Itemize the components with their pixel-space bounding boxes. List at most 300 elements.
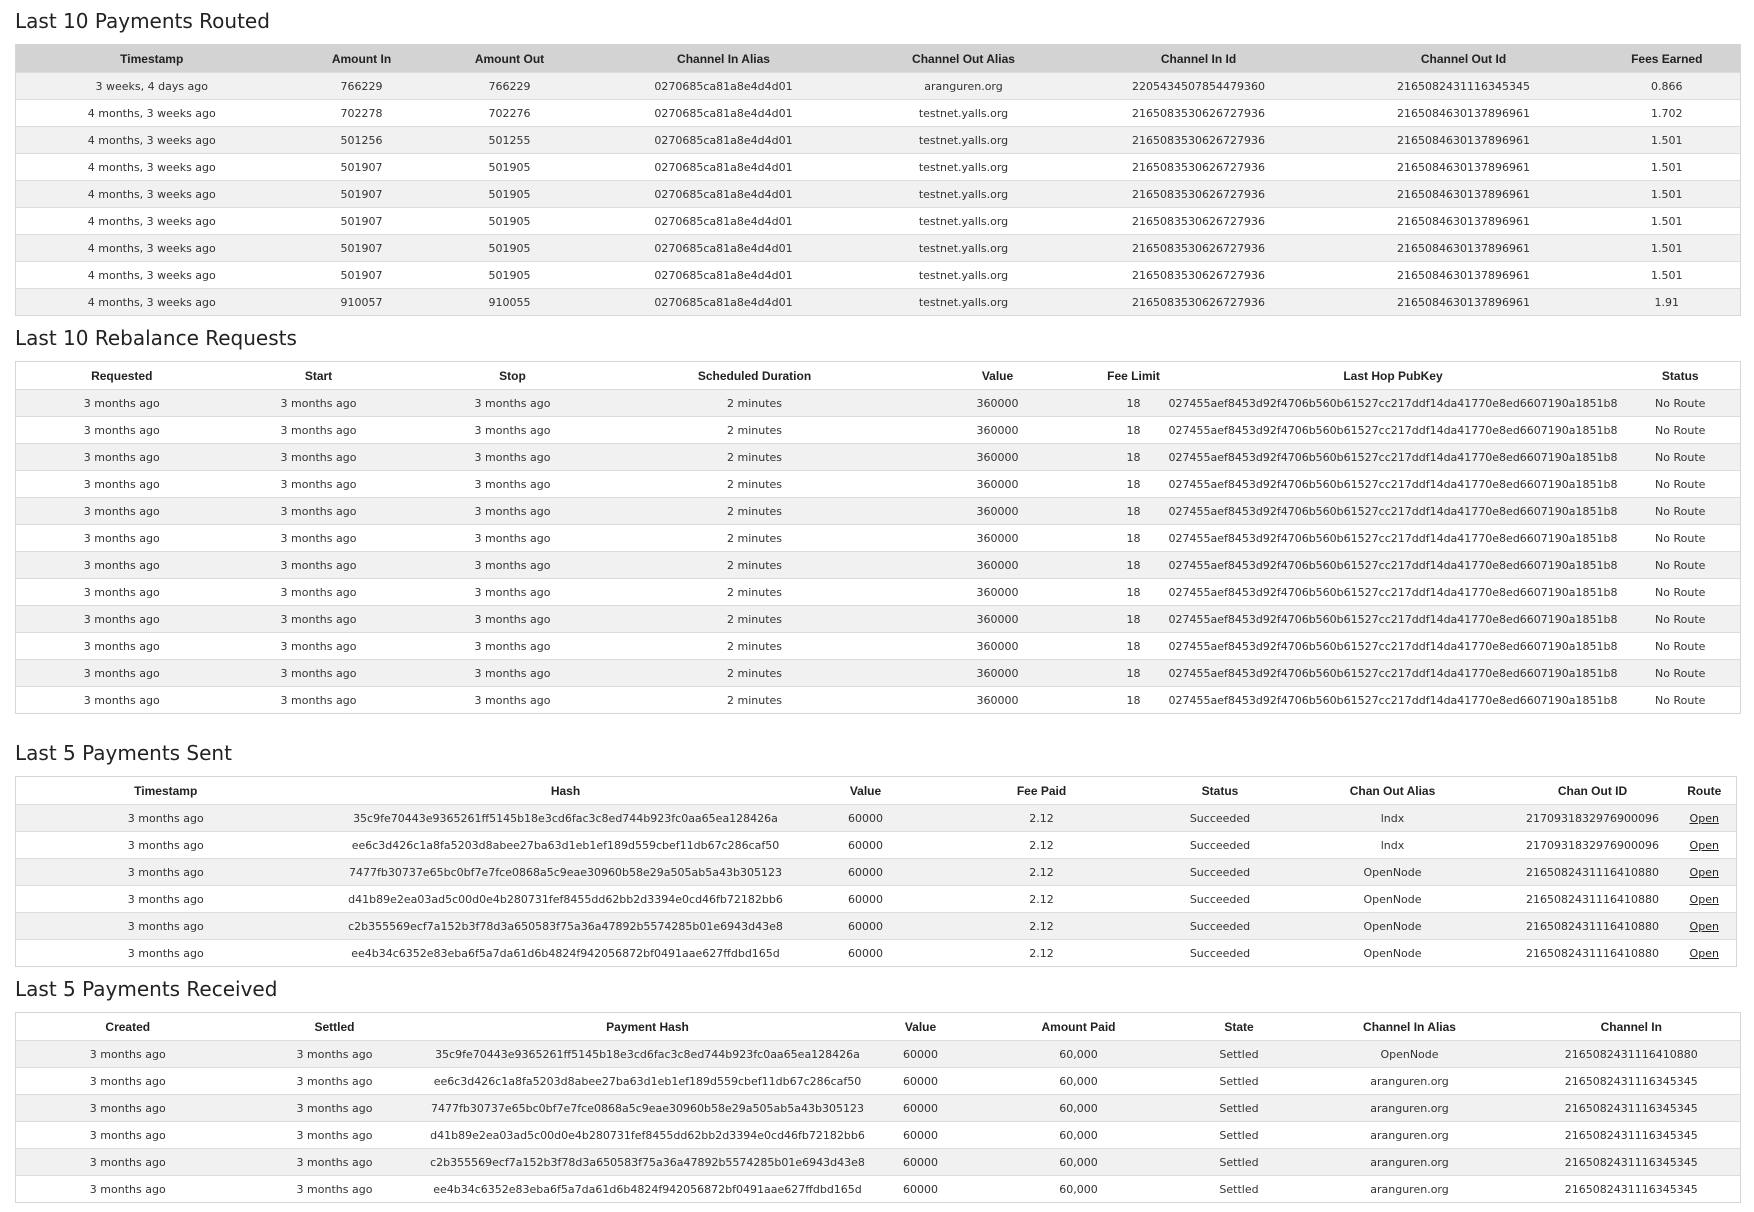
cell-chan-out-alias: OpenNode xyxy=(1273,940,1513,967)
cell-last-hop-pubkey: 027455aef8453d92f4706b560b61527cc217ddf14da41770e8ed6607190a1851b8 xyxy=(1166,417,1621,444)
cell-fee-limit: 18 xyxy=(1102,471,1166,498)
column-header-created: Created xyxy=(105,1019,151,1034)
cell-timestamp: 3 months ago xyxy=(16,832,316,859)
cell-amount-out: 501905 xyxy=(436,262,584,289)
column-header-channel-in-id: Channel In Id xyxy=(1064,45,1334,73)
cell-value: 60000 xyxy=(866,1041,976,1068)
cell-scheduled-duration: 2 minutes xyxy=(616,660,894,687)
cell-channel-out-alias: testnet.yalls.org xyxy=(864,208,1064,235)
cell-fee-limit: 18 xyxy=(1102,525,1166,552)
cell-channel-in-alias: 0270685ca81a8e4d4d01 xyxy=(584,154,864,181)
cell-requested: 3 months ago xyxy=(16,606,228,633)
cell-payment-hash: 35c9fe70443e9365261ff5145b18e3cd6fac3c8ed744b923fc0aa65ea128426a xyxy=(430,1041,866,1068)
sent-header-row xyxy=(16,777,1737,805)
cell-value: 360000 xyxy=(894,579,1102,606)
cell-channel-in-id: 2165083530626727936 xyxy=(1064,154,1334,181)
table-row xyxy=(16,289,1741,316)
column-header-timestamp: Timestamp xyxy=(16,45,288,73)
cell-fee-limit: 18 xyxy=(1102,633,1166,660)
cell-value: 60000 xyxy=(866,1068,976,1095)
cell-status: No Route xyxy=(1621,633,1741,660)
cell-value: 360000 xyxy=(894,417,1102,444)
column-header-route: Route xyxy=(1687,783,1722,798)
cell-last-hop-pubkey: 027455aef8453d92f4706b560b61527cc217ddf14da41770e8ed6607190a1851b8 xyxy=(1166,444,1621,471)
cell-channel-in-alias: 0270685ca81a8e4d4d01 xyxy=(584,208,864,235)
cell-created: 3 months ago xyxy=(16,1068,240,1095)
cell-channel-out-id: 2165084630137896961 xyxy=(1334,289,1594,316)
column-header-amount-paid: Amount Paid xyxy=(1041,1019,1116,1034)
table-row xyxy=(16,262,1741,289)
table-row xyxy=(16,913,1737,940)
table-row xyxy=(16,859,1737,886)
rebalance-title: Last 10 Rebalance Requests xyxy=(15,326,297,350)
cell-requested: 3 months ago xyxy=(16,498,228,525)
cell-channel-in-alias: aranguren.org xyxy=(1297,1149,1523,1176)
column-header-fees-earned: Fees Earned xyxy=(1594,45,1741,73)
column-header-payment-hash: Payment Hash xyxy=(606,1019,689,1034)
cell-last-hop-pubkey: 027455aef8453d92f4706b560b61527cc217ddf14da41770e8ed6607190a1851b8 xyxy=(1166,498,1621,525)
route-open-link[interactable]: Open xyxy=(1689,811,1719,825)
column-header-timestamp: Timestamp xyxy=(134,783,198,798)
cell-value: 60000 xyxy=(866,1095,976,1122)
cell-value: 360000 xyxy=(894,444,1102,471)
cell-requested: 3 months ago xyxy=(16,444,228,471)
cell-hash: ee4b34c6352e83eba6f5a7da61d6b4824f942056872bf0491aae627ffdbd165d xyxy=(316,940,816,967)
cell-timestamp: 3 months ago xyxy=(16,886,316,913)
cell-amount-out: 501905 xyxy=(436,181,584,208)
cell-stop: 3 months ago xyxy=(410,444,616,471)
cell-amount-out: 501905 xyxy=(436,154,584,181)
cell-payment-hash: 7477fb30737e65bc0bf7e7fce0868a5c9eae30960b58e29a505ab5a43b305123 xyxy=(430,1095,866,1122)
cell-status: Succeeded xyxy=(1168,805,1273,832)
cell-amount-in: 501907 xyxy=(288,154,436,181)
cell-scheduled-duration: 2 minutes xyxy=(616,417,894,444)
cell-channel-out-id: 2165084630137896961 xyxy=(1334,154,1594,181)
cell-channel-in-alias: 0270685ca81a8e4d4d01 xyxy=(584,73,864,100)
cell-stop: 3 months ago xyxy=(410,498,616,525)
cell-hash: d41b89e2ea03ad5c00d0e4b280731fef8455dd62bb2d3394e0cd46fb72182bb6 xyxy=(316,886,816,913)
cell-timestamp: 4 months, 3 weeks ago xyxy=(16,235,288,262)
column-header-status: Status xyxy=(1201,783,1239,798)
cell-created: 3 months ago xyxy=(16,1176,240,1203)
cell-requested: 3 months ago xyxy=(16,417,228,444)
cell-start: 3 months ago xyxy=(228,444,410,471)
route-open-link[interactable]: Open xyxy=(1689,946,1719,960)
cell-channel-out-alias: testnet.yalls.org xyxy=(864,127,1064,154)
cell-created: 3 months ago xyxy=(16,1122,240,1149)
cell-fees-earned: 1.501 xyxy=(1594,262,1741,289)
cell-created: 3 months ago xyxy=(16,1041,240,1068)
cell-channel-in-alias: 0270685ca81a8e4d4d01 xyxy=(584,127,864,154)
cell-stop: 3 months ago xyxy=(410,471,616,498)
cell-value: 60000 xyxy=(816,886,916,913)
cell-amount-in: 702278 xyxy=(288,100,436,127)
cell-channel-in: 2165082431116345345 xyxy=(1523,1095,1741,1122)
table-row xyxy=(16,552,1741,579)
cell-fee-limit: 18 xyxy=(1102,606,1166,633)
cell-value: 60000 xyxy=(816,913,916,940)
routed-title: Last 10 Payments Routed xyxy=(15,9,270,33)
cell-value: 60000 xyxy=(866,1149,976,1176)
column-header-amount-out: Amount Out xyxy=(436,45,584,73)
cell-value: 60000 xyxy=(816,940,916,967)
cell-fee-limit: 18 xyxy=(1102,660,1166,687)
cell-channel-in-alias: OpenNode xyxy=(1297,1041,1523,1068)
cell-fee-limit: 18 xyxy=(1102,390,1166,417)
cell-stop: 3 months ago xyxy=(410,579,616,606)
cell-value: 360000 xyxy=(894,498,1102,525)
cell-last-hop-pubkey: 027455aef8453d92f4706b560b61527cc217ddf14da41770e8ed6607190a1851b8 xyxy=(1166,633,1621,660)
cell-channel-in-alias: 0270685ca81a8e4d4d01 xyxy=(584,289,864,316)
cell-amount-paid: 60,000 xyxy=(976,1068,1182,1095)
cell-start: 3 months ago xyxy=(228,471,410,498)
cell-timestamp: 4 months, 3 weeks ago xyxy=(16,127,288,154)
cell-channel-out-id: 2165084630137896961 xyxy=(1334,100,1594,127)
cell-chan-out-id: 2165082431116410880 xyxy=(1513,886,1673,913)
cell-amount-out: 501905 xyxy=(436,235,584,262)
cell-chan-out-alias: lndx xyxy=(1273,832,1513,859)
cell-channel-out-id: 2165084630137896961 xyxy=(1334,262,1594,289)
cell-amount-out: 766229 xyxy=(436,73,584,100)
cell-channel-in-alias: 0270685ca81a8e4d4d01 xyxy=(584,100,864,127)
cell-fee-paid: 2.12 xyxy=(916,859,1168,886)
column-header-fee-paid: Fee Paid xyxy=(1016,783,1067,798)
cell-payment-hash: ee4b34c6352e83eba6f5a7da61d6b4824f942056872bf0491aae627ffdbd165d xyxy=(430,1176,866,1203)
cell-created: 3 months ago xyxy=(16,1149,240,1176)
cell-channel-out-alias: testnet.yalls.org xyxy=(864,235,1064,262)
cell-fee-limit: 18 xyxy=(1102,552,1166,579)
cell-hash: 35c9fe70443e9365261ff5145b18e3cd6fac3c8ed744b923fc0aa65ea128426a xyxy=(316,805,816,832)
cell-channel-in-alias: aranguren.org xyxy=(1297,1068,1523,1095)
cell-fees-earned: 1.91 xyxy=(1594,289,1741,316)
cell-channel-in-alias: aranguren.org xyxy=(1297,1122,1523,1149)
cell-requested: 3 months ago xyxy=(16,390,228,417)
cell-channel-in-alias: 0270685ca81a8e4d4d01 xyxy=(584,262,864,289)
cell-fee-paid: 2.12 xyxy=(916,913,1168,940)
column-header-fee-limit: Fee Limit xyxy=(1107,368,1160,383)
cell-state: Settled xyxy=(1182,1176,1297,1203)
cell-last-hop-pubkey: 027455aef8453d92f4706b560b61527cc217ddf14da41770e8ed6607190a1851b8 xyxy=(1166,552,1621,579)
cell-scheduled-duration: 2 minutes xyxy=(616,687,894,714)
column-header-stop: Stop xyxy=(499,368,526,383)
cell-start: 3 months ago xyxy=(228,633,410,660)
cell-start: 3 months ago xyxy=(228,579,410,606)
cell-value: 360000 xyxy=(894,525,1102,552)
cell-fees-earned: 1.702 xyxy=(1594,100,1741,127)
cell-fee-paid: 2.12 xyxy=(916,886,1168,913)
cell-amount-in: 501907 xyxy=(288,235,436,262)
column-header-status: Status xyxy=(1661,368,1699,383)
table-row xyxy=(16,886,1737,913)
cell-amount-in: 910057 xyxy=(288,289,436,316)
routed-table xyxy=(15,44,1741,316)
cell-payment-hash: c2b355569ecf7a152b3f78d3a650583f75a36a47892b5574285b01e6943d43e8 xyxy=(430,1149,866,1176)
cell-channel-in-id: 2165083530626727936 xyxy=(1064,127,1334,154)
table-row xyxy=(16,606,1741,633)
column-header-value: Value xyxy=(981,368,1014,383)
cell-requested: 3 months ago xyxy=(16,687,228,714)
cell-status: No Route xyxy=(1621,471,1741,498)
table-row xyxy=(16,1095,1741,1122)
cell-stop: 3 months ago xyxy=(410,417,616,444)
table-row xyxy=(16,235,1741,262)
received-section xyxy=(15,974,1741,1203)
column-header-channel-in: Channel In xyxy=(1600,1019,1662,1034)
cell-value: 60000 xyxy=(816,805,916,832)
cell-amount-in: 501256 xyxy=(288,127,436,154)
cell-timestamp: 3 months ago xyxy=(16,940,316,967)
table-row xyxy=(16,633,1741,660)
cell-amount-paid: 60,000 xyxy=(976,1041,1182,1068)
cell-fees-earned: 1.501 xyxy=(1594,208,1741,235)
column-header-settled: Settled xyxy=(314,1019,355,1034)
rebalance-table xyxy=(15,361,1741,714)
cell-channel-in: 2165082431116345345 xyxy=(1523,1149,1741,1176)
cell-chan-out-id: 2170931832976900096 xyxy=(1513,832,1673,859)
column-header-chan-out-alias: Chan Out Alias xyxy=(1349,783,1436,798)
column-header-channel-in-alias: Channel In Alias xyxy=(1363,1019,1456,1034)
cell-channel-out-id: 2165084630137896961 xyxy=(1334,181,1594,208)
received-title: Last 5 Payments Received xyxy=(15,977,278,1001)
cell-channel-in-id: 2165083530626727936 xyxy=(1064,235,1334,262)
cell-last-hop-pubkey: 027455aef8453d92f4706b560b61527cc217ddf14da41770e8ed6607190a1851b8 xyxy=(1166,660,1621,687)
received-header-row xyxy=(16,1013,1741,1041)
table-row xyxy=(16,127,1741,154)
table-row xyxy=(16,1041,1741,1068)
cell-start: 3 months ago xyxy=(228,417,410,444)
column-header-scheduled-duration: Scheduled Duration xyxy=(697,368,812,383)
column-header-value: Value xyxy=(904,1019,937,1034)
cell-route xyxy=(1673,859,1737,886)
cell-value: 360000 xyxy=(894,633,1102,660)
table-row xyxy=(16,208,1741,235)
table-row xyxy=(16,154,1741,181)
cell-fee-limit: 18 xyxy=(1102,444,1166,471)
cell-status: Succeeded xyxy=(1168,859,1273,886)
cell-amount-paid: 60,000 xyxy=(976,1149,1182,1176)
column-header-start: Start xyxy=(304,368,333,383)
cell-channel-in-alias: aranguren.org xyxy=(1297,1176,1523,1203)
cell-timestamp: 3 months ago xyxy=(16,805,316,832)
cell-status: No Route xyxy=(1621,552,1741,579)
column-header-state: State xyxy=(1224,1019,1254,1034)
cell-last-hop-pubkey: 027455aef8453d92f4706b560b61527cc217ddf14da41770e8ed6607190a1851b8 xyxy=(1166,471,1621,498)
cell-fee-limit: 18 xyxy=(1102,687,1166,714)
cell-start: 3 months ago xyxy=(228,606,410,633)
cell-amount-in: 501907 xyxy=(288,262,436,289)
cell-chan-out-id: 2165082431116410880 xyxy=(1513,940,1673,967)
cell-route xyxy=(1673,832,1737,859)
cell-fee-paid: 2.12 xyxy=(916,805,1168,832)
cell-route xyxy=(1673,913,1737,940)
cell-scheduled-duration: 2 minutes xyxy=(616,444,894,471)
column-header-channel-out-id: Channel Out Id xyxy=(1334,45,1594,73)
cell-stop: 3 months ago xyxy=(410,552,616,579)
cell-amount-paid: 60,000 xyxy=(976,1176,1182,1203)
cell-amount-out: 702276 xyxy=(436,100,584,127)
cell-status: No Route xyxy=(1621,606,1741,633)
table-row xyxy=(16,100,1741,127)
column-header-amount-in: Amount In xyxy=(288,45,436,73)
cell-channel-out-alias: testnet.yalls.org xyxy=(864,100,1064,127)
cell-requested: 3 months ago xyxy=(16,633,228,660)
table-row xyxy=(16,181,1741,208)
cell-scheduled-duration: 2 minutes xyxy=(616,525,894,552)
cell-status: No Route xyxy=(1621,579,1741,606)
cell-value: 360000 xyxy=(894,606,1102,633)
table-row xyxy=(16,832,1737,859)
received-body xyxy=(16,1041,1741,1203)
cell-last-hop-pubkey: 027455aef8453d92f4706b560b61527cc217ddf14da41770e8ed6607190a1851b8 xyxy=(1166,687,1621,714)
cell-chan-out-alias: OpenNode xyxy=(1273,886,1513,913)
cell-fee-limit: 18 xyxy=(1102,579,1166,606)
cell-channel-in: 2165082431116410880 xyxy=(1523,1041,1741,1068)
route-open-link[interactable]: Open xyxy=(1689,919,1719,933)
cell-status: No Route xyxy=(1621,390,1741,417)
cell-last-hop-pubkey: 027455aef8453d92f4706b560b61527cc217ddf14da41770e8ed6607190a1851b8 xyxy=(1166,390,1621,417)
cell-route xyxy=(1673,886,1737,913)
cell-channel-in-alias: 0270685ca81a8e4d4d01 xyxy=(584,181,864,208)
cell-channel-out-id: 2165082431116345345 xyxy=(1334,73,1594,100)
cell-channel-in-id: 2165083530626727936 xyxy=(1064,100,1334,127)
cell-state: Settled xyxy=(1182,1122,1297,1149)
cell-payment-hash: ee6c3d426c1a8fa5203d8abee27ba63d1eb1ef189d559cbef11db67c286caf50 xyxy=(430,1068,866,1095)
cell-fees-earned: 1.501 xyxy=(1594,154,1741,181)
cell-state: Settled xyxy=(1182,1041,1297,1068)
cell-scheduled-duration: 2 minutes xyxy=(616,498,894,525)
column-header-last-hop-pubkey: Last Hop PubKey xyxy=(1343,368,1443,383)
cell-value: 360000 xyxy=(894,390,1102,417)
cell-value: 360000 xyxy=(894,552,1102,579)
cell-channel-in: 2165082431116345345 xyxy=(1523,1176,1741,1203)
cell-stop: 3 months ago xyxy=(410,390,616,417)
route-open-link[interactable]: Open xyxy=(1689,892,1719,906)
cell-timestamp: 4 months, 3 weeks ago xyxy=(16,100,288,127)
table-row xyxy=(16,1149,1741,1176)
cell-fee-limit: 18 xyxy=(1102,498,1166,525)
cell-chan-out-alias: OpenNode xyxy=(1273,859,1513,886)
cell-status: Succeeded xyxy=(1168,940,1273,967)
received-table xyxy=(15,1012,1741,1203)
cell-timestamp: 4 months, 3 weeks ago xyxy=(16,262,288,289)
cell-channel-in: 2165082431116345345 xyxy=(1523,1068,1741,1095)
cell-amount-paid: 60,000 xyxy=(976,1122,1182,1149)
cell-stop: 3 months ago xyxy=(410,606,616,633)
routed-header-row xyxy=(16,45,1741,73)
rebalance-header-row xyxy=(16,362,1741,390)
table-row xyxy=(16,390,1741,417)
cell-scheduled-duration: 2 minutes xyxy=(616,471,894,498)
cell-state: Settled xyxy=(1182,1149,1297,1176)
cell-settled: 3 months ago xyxy=(240,1149,430,1176)
cell-fee-paid: 2.12 xyxy=(916,832,1168,859)
cell-amount-out: 910055 xyxy=(436,289,584,316)
cell-channel-out-alias: aranguren.org xyxy=(864,73,1064,100)
routed-section xyxy=(15,6,1741,316)
cell-stop: 3 months ago xyxy=(410,687,616,714)
cell-start: 3 months ago xyxy=(228,525,410,552)
cell-stop: 3 months ago xyxy=(410,525,616,552)
cell-timestamp: 3 months ago xyxy=(16,913,316,940)
cell-last-hop-pubkey: 027455aef8453d92f4706b560b61527cc217ddf14da41770e8ed6607190a1851b8 xyxy=(1166,606,1621,633)
cell-value: 60000 xyxy=(816,859,916,886)
route-open-link[interactable]: Open xyxy=(1689,865,1719,879)
table-row xyxy=(16,579,1741,606)
cell-requested: 3 months ago xyxy=(16,525,228,552)
cell-settled: 3 months ago xyxy=(240,1068,430,1095)
cell-requested: 3 months ago xyxy=(16,660,228,687)
cell-chan-out-id: 2170931832976900096 xyxy=(1513,805,1673,832)
cell-settled: 3 months ago xyxy=(240,1041,430,1068)
cell-settled: 3 months ago xyxy=(240,1176,430,1203)
cell-channel-in: 2165082431116345345 xyxy=(1523,1122,1741,1149)
table-row xyxy=(16,444,1741,471)
sent-table xyxy=(15,776,1737,967)
cell-start: 3 months ago xyxy=(228,552,410,579)
cell-settled: 3 months ago xyxy=(240,1095,430,1122)
cell-amount-out: 501255 xyxy=(436,127,584,154)
cell-channel-out-alias: testnet.yalls.org xyxy=(864,262,1064,289)
cell-last-hop-pubkey: 027455aef8453d92f4706b560b61527cc217ddf14da41770e8ed6607190a1851b8 xyxy=(1166,579,1621,606)
cell-start: 3 months ago xyxy=(228,660,410,687)
sent-section xyxy=(15,738,1737,967)
cell-timestamp: 4 months, 3 weeks ago xyxy=(16,208,288,235)
cell-status: Succeeded xyxy=(1168,913,1273,940)
sent-title: Last 5 Payments Sent xyxy=(15,741,232,765)
column-header-channel-out-alias: Channel Out Alias xyxy=(864,45,1064,73)
cell-amount-in: 501907 xyxy=(288,208,436,235)
cell-status: No Route xyxy=(1621,417,1741,444)
cell-route xyxy=(1673,940,1737,967)
cell-channel-out-alias: testnet.yalls.org xyxy=(864,289,1064,316)
column-header-requested: Requested xyxy=(91,368,153,383)
cell-amount-in: 766229 xyxy=(288,73,436,100)
cell-channel-out-id: 2165084630137896961 xyxy=(1334,208,1594,235)
cell-status: No Route xyxy=(1621,660,1741,687)
cell-hash: c2b355569ecf7a152b3f78d3a650583f75a36a47892b5574285b01e6943d43e8 xyxy=(316,913,816,940)
cell-status: No Route xyxy=(1621,498,1741,525)
cell-fee-paid: 2.12 xyxy=(916,940,1168,967)
cell-channel-in-id: 2205434507854479360 xyxy=(1064,73,1334,100)
cell-channel-in-id: 2165083530626727936 xyxy=(1064,181,1334,208)
cell-created: 3 months ago xyxy=(16,1095,240,1122)
cell-value: 360000 xyxy=(894,687,1102,714)
cell-amount-out: 501905 xyxy=(436,208,584,235)
sent-body xyxy=(16,805,1737,967)
cell-channel-in-alias: 0270685ca81a8e4d4d01 xyxy=(584,235,864,262)
cell-start: 3 months ago xyxy=(228,498,410,525)
cell-state: Settled xyxy=(1182,1068,1297,1095)
cell-channel-out-alias: testnet.yalls.org xyxy=(864,154,1064,181)
cell-status: No Route xyxy=(1621,444,1741,471)
cell-payment-hash: d41b89e2ea03ad5c00d0e4b280731fef8455dd62bb2d3394e0cd46fb72182bb6 xyxy=(430,1122,866,1149)
cell-fees-earned: 1.501 xyxy=(1594,127,1741,154)
cell-requested: 3 months ago xyxy=(16,471,228,498)
cell-hash: 7477fb30737e65bc0bf7e7fce0868a5c9eae30960b58e29a505ab5a43b305123 xyxy=(316,859,816,886)
cell-hash: ee6c3d426c1a8fa5203d8abee27ba63d1eb1ef189d559cbef11db67c286caf50 xyxy=(316,832,816,859)
cell-channel-in-id: 2165083530626727936 xyxy=(1064,208,1334,235)
table-row xyxy=(16,660,1741,687)
table-row xyxy=(16,417,1741,444)
cell-chan-out-alias: OpenNode xyxy=(1273,913,1513,940)
cell-chan-out-id: 2165082431116410880 xyxy=(1513,859,1673,886)
routed-body xyxy=(16,73,1741,316)
cell-value: 60000 xyxy=(866,1176,976,1203)
route-open-link[interactable]: Open xyxy=(1689,838,1719,852)
table-row xyxy=(16,471,1741,498)
cell-value: 360000 xyxy=(894,471,1102,498)
cell-amount-in: 501907 xyxy=(288,181,436,208)
